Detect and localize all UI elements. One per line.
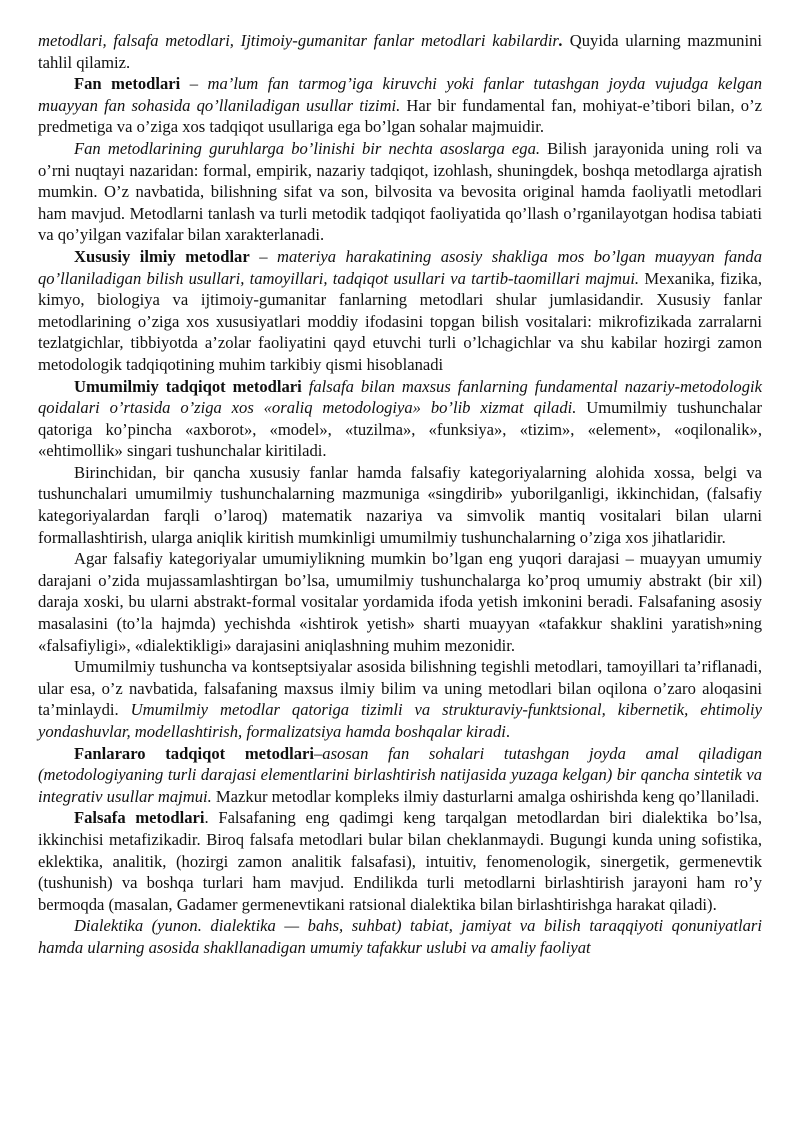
- text-segment: metodlari, falsafa metodlari, Ijtimoiy-gumanitar fanlar metodlari kabilardir: [38, 31, 559, 50]
- paragraph: [38, 30, 762, 73]
- text-segment: –: [313, 743, 323, 763]
- text-segment: Bilish jarayonida uning roli va o’rni nuqtayi nazaridan: formal, empirik, nazariy tadqiqot, izohlash, shuningdek, boshqa metodlarga ajratish mumkin. O’z navbatida, bilishning sifat va son, bilvosita va bevosita original hamda faoliyatli metodlari ham mavjud. Metodlarni tanlash va turli metodik tadqiqot faoliyatida qo’llash o’rganilayotgan hodisa tabiati va qo’yilgan vazifalar bilan xarakterlanadi.: [38, 138, 762, 245]
- text-segment: Umumilmiy tadqiqot metodlari: [74, 376, 302, 396]
- text-segment: . Falsafaning eng qadimgi keng tarqalgan metodlardan biri dialektika bo’lsa, ikkinchisi metafizikadir. Biroq falsafa metodlari bular bilan cheklanmaydi. Bugungi kunda uning sofistika, eklektika, analitik, (hozirgi zamon analitik falsafasi), intuitiv, fenomenologik, sinergetik, germenevtik (tushunish) va boshqa turlari ham mavjud. Endilikda turli metodlarni birlashtirish jarayoni ham ro’y bermoqda (masalan, Gadamer germenevtikani ratsional dialektika bilan birlashtirishga harakat qiladi).: [38, 808, 762, 914]
- text-segment: Dialektika (yunon. dialektika — bahs, suhbat) tabiat, jamiyat va bilish taraqqiyoti qonuniyatlari hamda ularning asosida shakllanadigan umumiy tafakkur uslubi va amaliy faoliyat: [38, 916, 762, 957]
- paragraph: [38, 656, 762, 742]
- paragraph: [38, 548, 762, 656]
- text-segment: materiya harakatining asosiy shakliga mos bo’lgan muayyan fanda qo’llaniladigan bilish usullari, tamoyillari, tadqiqot usullari va tartib-taomillari majmui.: [38, 246, 763, 288]
- text-segment: Falsafa metodlari: [74, 808, 205, 828]
- text-segment: .: [505, 722, 511, 741]
- text-segment: Har bir fundamental fan, mohiyat-e’tibori bilan, o’z predmetiga va o’ziga xos tadqiqot usullariga ega bo’lgan sohalar majmuidir.: [38, 95, 762, 137]
- text-segment: Umumilmiy metodlar qatoriga tizimli va strukturaviy-funktsional, kibernetik, ehtimoliy yondashuvlar, modellashtirish, formalizatsiya hamda boshqalar kiradi: [38, 700, 762, 741]
- text-segment: Mexanika, fizika, kimyo, biologiya va ijtimoiy-gumanitar fanlarning metodlari shular jumlasidandir. Xususiy fanlar metodlarining o’ziga xos xususiyatlari moddiy ifodasini topgan bilish vositalari: mikrofizikada zarralarni tezlatgichlar, tibbiyotda a’zolar faoliyatini qayd etuvchi turli o’lchagichlar va shu kabilar hozirgi zamon metodologik tadqiqotining muhim tarkibiy qismi hisoblanadi: [38, 268, 762, 374]
- text-segment: Umumilmiy tushunchalar qatoriga ko’pincha «axborot», «model», «tuzilma», «funksiya», «tizim», «element», «oqilonalik», «ehtimollik» singari tushunchalar kiritiladi.: [38, 398, 762, 461]
- paragraph: [38, 73, 762, 138]
- text-segment: [302, 377, 309, 396]
- paragraph: [38, 743, 762, 808]
- text-segment: .: [558, 31, 564, 50]
- paragraph: [38, 462, 762, 548]
- text-segment: falsafa bilan maxsus fanlarning fundamental nazariy-metodologik qoidalari o’rtasida o’ziga xos «oraliq metodologiya» bo’lib xizmat qiladi.: [38, 376, 762, 418]
- text-segment: Fanlararo tadqiqot metodlari: [74, 743, 314, 763]
- text-segment: Agar falsafiy kategoriyalar umumiylikning mumkin bo’lgan eng yuqori darajasi – muayyan umumiy darajani o’zida mujassamlashtirgan bo’lsa, umumilmiy tushunchalarga ko’proq umumiy abstrakt (bir xil) daraja xoski, bu ularni abstrakt-formal vositalar yordamida ifoda yetish imkonini beradi. Falsafaning asosiy masalasini (to’la hajmda) yechishda «ishtirok yetish» sharti muayyan «tafakkur shaklini yaratish»ning «falsafiyligi», «dialektikligi» darajasini aniqlashning muhim mezonidir.: [38, 549, 762, 655]
- text-segment: Fan metodlarining guruhlarga bo’linishi bir nechta asoslarga ega.: [74, 138, 541, 158]
- paragraph: [38, 246, 762, 376]
- text-segment: Birinchidan, bir qancha xususiy fanlar hamda falsafiy kategoriyalarning alohida xossa, belgi va tushunchalari umumilmiy tushunchalarning mazmuniga «singdirib» yuborilganligi, ikkinchidan, (falsafiy kategoriyalardan farqli o’laroq) matematik nazariya va simvolik mantiq vositalari bilan ularni formallashtirish, ularga aniqlik kiritish mumkinligi umumilmiy tushunchalarning o’ziga xos jihatlaridir.: [38, 462, 762, 547]
- text-segment: Mazkur metodlar kompleks ilmiy dasturlarni amalga oshirishda keng qo’llaniladi.: [211, 786, 760, 806]
- paragraph: [38, 915, 762, 958]
- text-segment: ma’lum fan tarmog’iga kiruvchi yoki fanlar tutashgan joyda vujudga kelgan muayyan fan sohasida qo’llaniladigan usullar tizimi.: [38, 74, 763, 115]
- text-segment: –: [249, 246, 278, 266]
- text-segment: Xususiy ilmiy metodlar: [74, 246, 250, 266]
- text-segment: –: [180, 74, 208, 94]
- text-segment: asosan fan sohalari tutashgan joyda amal qiladigan (metodologiyaning turli darajasi elementlarini birlashtirish natijasida yuzaga kelgan) bir qancha sintetik va integrativ usullar majmui.: [38, 743, 762, 806]
- paragraph: [38, 376, 762, 462]
- text-segment: Umumilmiy tushuncha va kontseptsiyalar asosida bilishning tegishli metodlari, tamoyillari ta’riflanadi, ular esa, o’z navbatida, falsafaning maxsus ilmiy bilim va uning metodlari bilan oqilona o’zaro aloqasini ta’minlaydi.: [38, 657, 762, 720]
- text-segment: Quyida ularning mazmunini tahlil qilamiz.: [38, 31, 762, 72]
- paragraph: [38, 138, 762, 246]
- text-segment: Fan metodlari: [74, 74, 181, 94]
- paragraph: [38, 807, 762, 915]
